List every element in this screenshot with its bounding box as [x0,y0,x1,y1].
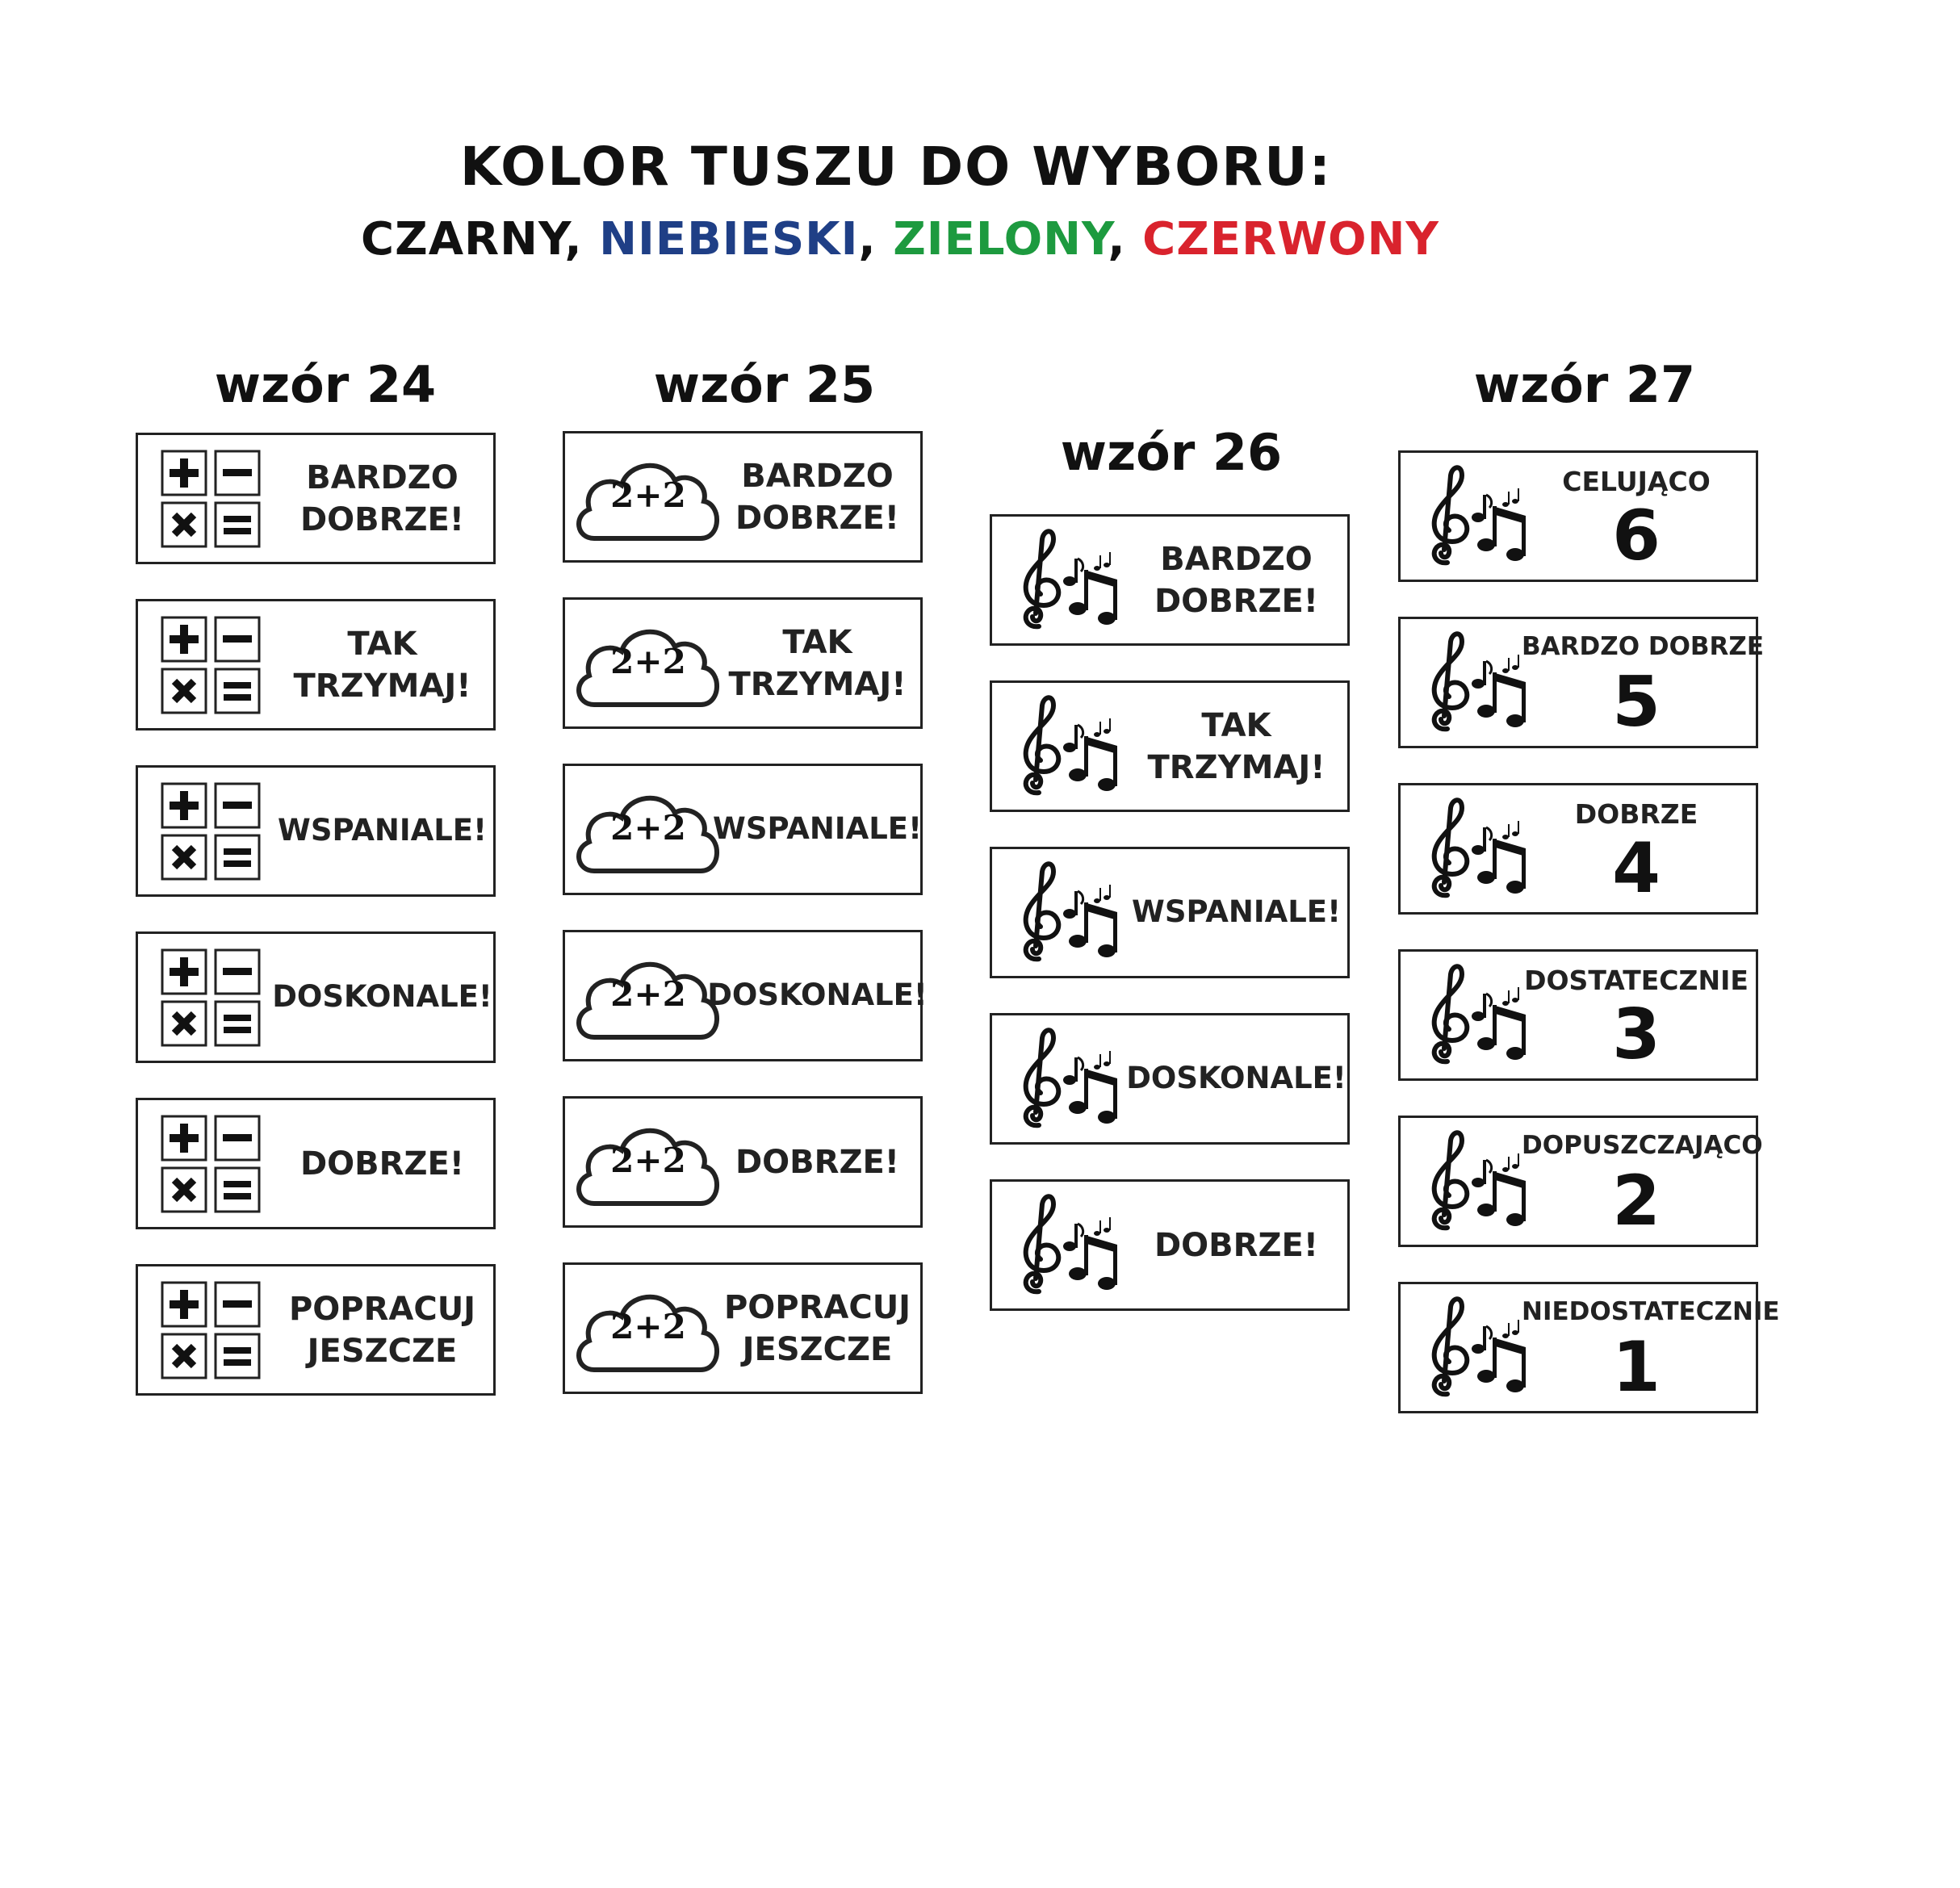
stamp-27-2 [1398,617,1765,748]
math-operators-icon [161,782,262,884]
stamp-text: TAK TRZYMAJ! [1147,706,1326,786]
stamp-text: BARDZO DOBRZE! [299,458,465,538]
treble-clef-notes-icon [1010,1188,1131,1308]
stamp-25-5 [563,1096,923,1228]
stamp-27-3 [1398,783,1758,915]
grade-label: DOBRZE [1574,798,1698,830]
stamp-text: WSPANIALE! [278,813,487,848]
stamp-26-1 [990,514,1350,646]
stamp-text: POPRACUJ JESZCZE [288,1290,476,1370]
stamp-26-2 [990,680,1350,812]
stamp-25-3 [563,764,923,895]
stamp-27-4 [1398,949,1758,1081]
pattern-25-title: wzór 25 [653,355,876,414]
cloud-icon-text: 2+2 [610,642,686,681]
cloud-icon-text: 2+2 [610,1307,686,1346]
treble-clef-notes-icon [1010,689,1131,810]
stamp-25-2 [563,597,923,729]
stamp-26-3 [990,847,1350,978]
stamp-text: BARDZO DOBRZE! [1154,540,1319,620]
cloud-2plus2-icon [572,950,725,1050]
treble-clef-notes-icon [1010,856,1131,976]
math-operators-icon [161,948,262,1050]
pattern-24-title: wzór 24 [214,355,437,414]
stamp-27-1 [1398,450,1758,582]
stamp-24-2 [136,599,496,731]
ink-color-blue: NIEBIESKI [599,213,859,266]
grade-label: CELUJĄCO [1562,466,1711,497]
grade-label: BARDZO DOBRZE [1522,632,1765,661]
ink-color-red: CZERWONY [1142,213,1439,266]
pattern-26-title: wzór 26 [1060,423,1283,482]
grade-value: 4 [1612,828,1661,909]
grade-label: DOPUSZCZAJĄCO [1522,1131,1763,1160]
math-operators-icon [161,1281,262,1383]
stamp-24-5 [136,1098,496,1229]
grade-label: NIEDOSTATECZNIE [1522,1297,1780,1326]
grade-value: 5 [1612,662,1661,743]
ink-colors: CZARNY, NIEBIESKI, ZIELONY, CZERWONY [361,213,1439,266]
stamp-text: WSPANIALE! [713,811,922,847]
stamp-24-6 [136,1264,496,1396]
math-operators-icon [161,450,262,551]
cloud-2plus2-icon [572,617,725,718]
cloud-2plus2-icon [572,1283,725,1383]
cloud-icon-text: 2+2 [610,974,686,1014]
grade-value: 2 [1612,1161,1661,1241]
stamp-text: DOSKONALE! [272,979,492,1015]
stamp-24-3 [136,765,496,897]
stamp-text: DOSKONALE! [1126,1061,1346,1096]
stamp-text: DOBRZE! [735,1143,900,1181]
stamp-25-4 [563,930,928,1061]
cloud-icon-text: 2+2 [610,1141,686,1180]
stamp-27-6 [1398,1282,1780,1413]
cloud-2plus2-icon [572,1116,725,1216]
stamp-text: POPRACUJ JESZCZE [723,1288,911,1368]
cloud-icon-text: 2+2 [610,475,686,515]
stamp-25-6 [563,1262,923,1394]
grade-value: 6 [1612,496,1661,576]
stamp-26-5 [990,1179,1350,1311]
stamp-25-1 [563,431,923,563]
grade-value: 1 [1612,1327,1661,1408]
stamp-27-5 [1398,1116,1763,1247]
stamp-26-4 [990,1013,1350,1145]
page-title: KOLOR TUSZU DO WYBORU: [459,136,1333,198]
treble-clef-notes-icon [1010,523,1131,643]
ink-color-green: ZIELONY [893,213,1108,266]
stamp-24-4 [136,931,496,1063]
cloud-icon-text: 2+2 [610,808,686,848]
stamp-text: DOSKONALE! [707,977,928,1013]
ink-color-black: CZARNY [361,213,565,266]
cloud-2plus2-icon [572,451,725,551]
grade-value: 3 [1612,994,1661,1075]
treble-clef-notes-icon [1010,1022,1131,1142]
stamp-text: TAK TRZYMAJ! [293,625,471,705]
cloud-2plus2-icon [572,784,725,884]
stamp-text: BARDZO DOBRZE! [735,457,900,537]
stamp-text: DOBRZE! [299,1145,465,1183]
stamp-24-1 [136,433,496,564]
stamp-text: WSPANIALE! [1132,894,1341,930]
stamp-text: TAK TRZYMAJ! [728,623,907,703]
math-operators-icon [161,1115,262,1216]
pattern-27-title: wzór 27 [1473,355,1696,414]
grade-label: DOSTATECZNIE [1524,965,1749,996]
stamp-text: DOBRZE! [1154,1226,1319,1264]
math-operators-icon [161,616,262,718]
